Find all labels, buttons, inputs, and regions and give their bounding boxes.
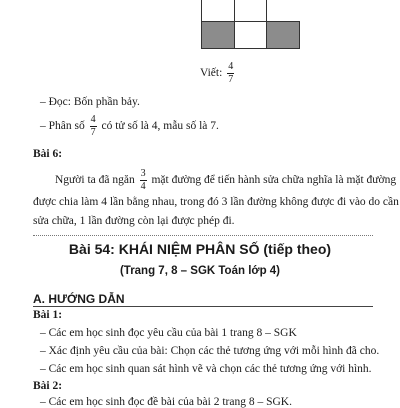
figure-cell-shaded [266, 21, 300, 49]
fraction-denominator: 7 [228, 74, 234, 85]
figure-cell [201, 0, 235, 22]
list-item: – Các em học sinh đọc đề bài của bài 2 trang 8 – SGK. [40, 396, 292, 408]
bai6-line1 [55, 169, 396, 192]
bai6-line1-prefix: Người ta đã ngăn [55, 174, 135, 187]
section-a-heading: A. HƯỚNG DẪN [33, 292, 125, 306]
fraction-numerator: 4 [90, 114, 96, 125]
bai6-line2: được chia làm 4 lần bằng nhau, trong đó 3 lần đường không được đi vào do cần [33, 196, 399, 208]
list-item: – Xác định yêu cầu của bài: Chọn các thẻ tương ứng với mỗi hình đã cho. [40, 345, 380, 357]
list-item: – Các em học sinh quan sát hình vẽ và chọn các thẻ tương ứng với hình. [40, 363, 372, 375]
fraction-description [40, 115, 219, 138]
bai6-heading: Bài 6: [33, 148, 63, 160]
fraction-description-prefix: – Phân số [40, 120, 85, 133]
fraction-denominator: 7 [90, 127, 96, 138]
bai1-heading: Bài 1: [33, 309, 63, 321]
bai6-line3: sửa chữa, 1 lần đường còn lại được phép đi. [33, 215, 235, 227]
figure-cell-shaded [201, 21, 235, 49]
write-label: Viết: [200, 67, 223, 80]
section-a-underline [33, 306, 373, 307]
figure-cell [234, 0, 267, 22]
fraction-numerator: 4 [228, 61, 234, 72]
section-divider [33, 235, 373, 236]
figure-cell [234, 21, 267, 49]
fraction-inline [90, 115, 97, 138]
bai6-line1-suffix: mặt đường để tiến hành sửa chữa nghĩa là mặt đường [151, 174, 397, 187]
bai2-heading: Bài 2: [33, 380, 63, 392]
list-item: – Các em học sinh đọc yêu cầu của bài 1 trang 8 – SGK [40, 327, 297, 339]
read-line: – Đọc: Bốn phần bảy. [40, 96, 140, 108]
write-fraction [227, 62, 234, 85]
bai6-fraction [140, 169, 147, 192]
write-fraction-line [200, 62, 236, 85]
fraction-description-suffix: có tử số là 4, mẫu số là 7. [101, 120, 219, 133]
lesson-subtitle: (Trang 7, 8 – SGK Toán lớp 4) [119, 265, 281, 277]
lesson-title: Bài 54: KHÁI NIỆM PHÂN SỐ (tiếp theo) [68, 241, 332, 257]
fraction-figure [0, 0, 400, 60]
fraction-denominator: 4 [140, 181, 146, 192]
fraction-numerator: 3 [140, 168, 146, 179]
